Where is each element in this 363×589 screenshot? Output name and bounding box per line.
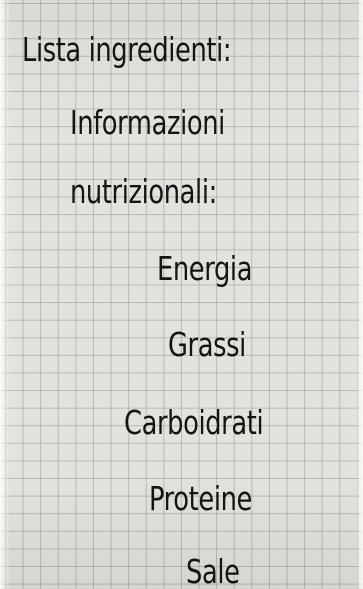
nutrition-item-proteine: Proteine bbox=[149, 479, 252, 518]
nutrition-heading-line-1: Informazioni bbox=[70, 103, 225, 142]
nutrition-heading-line-2: nutrizionali: bbox=[70, 172, 217, 211]
nutrition-item-grassi: Grassi bbox=[168, 325, 246, 364]
nutrition-item-carboidrati: Carboidrati bbox=[124, 403, 264, 442]
nutrition-item-sale: Sale bbox=[186, 552, 240, 589]
ingredients-heading: Lista ingredienti: bbox=[22, 30, 232, 69]
nutrition-item-energia: Energia bbox=[157, 249, 253, 288]
